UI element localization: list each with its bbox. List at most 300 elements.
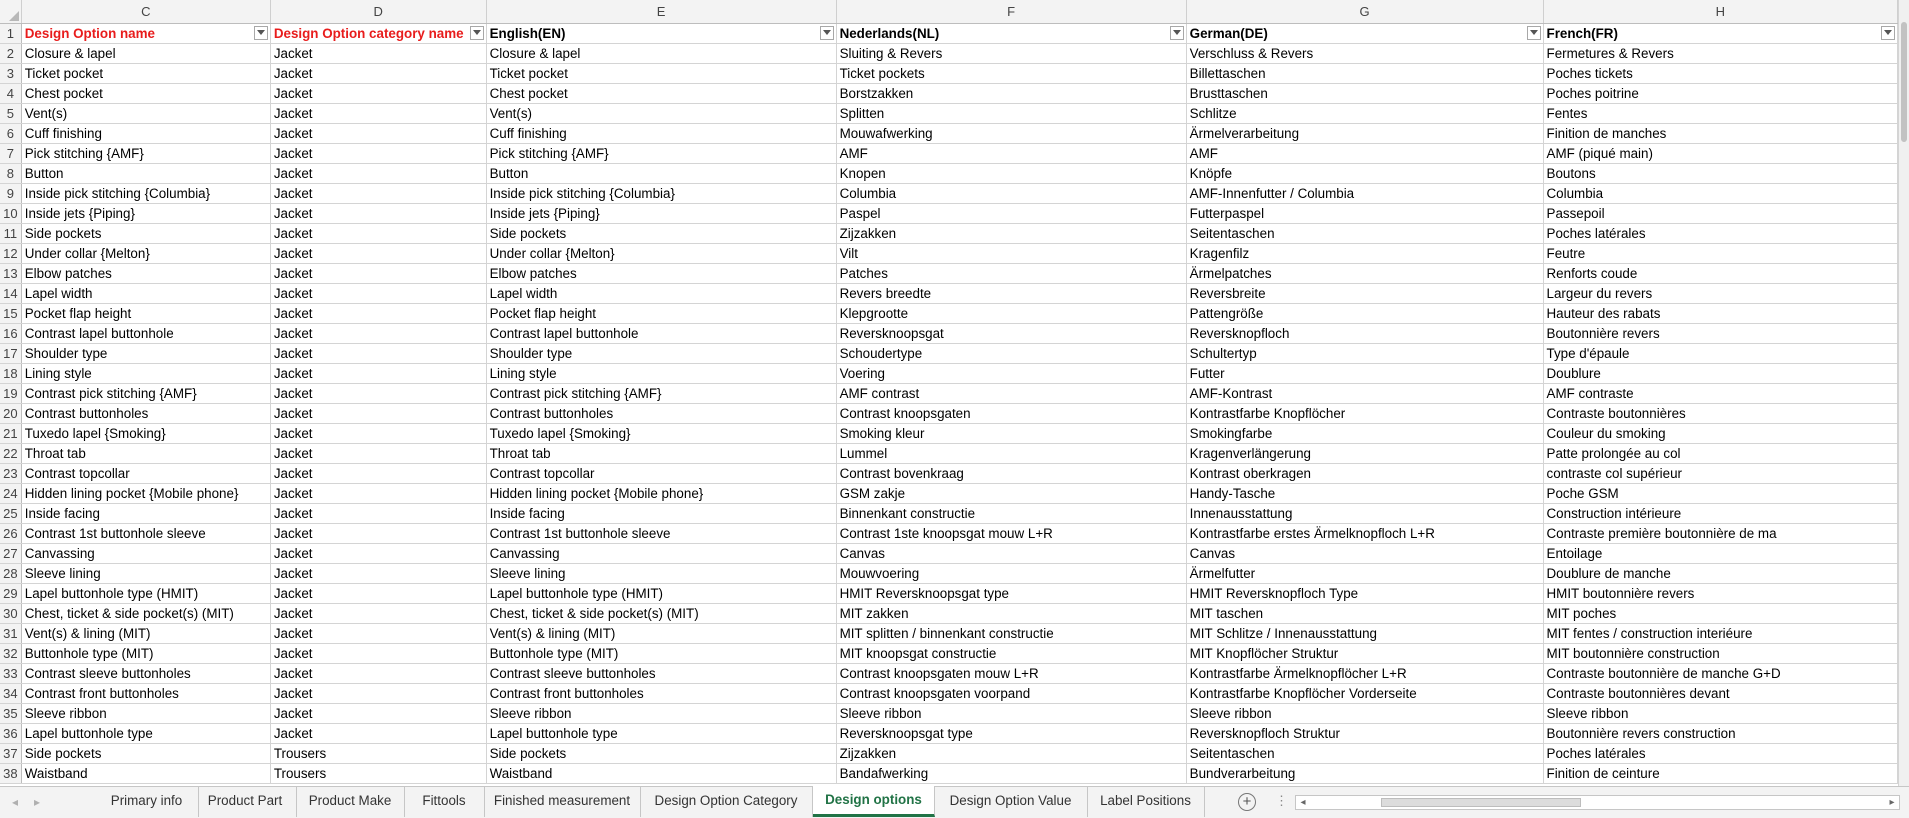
cell[interactable]: Jacket: [270, 543, 486, 563]
row-number[interactable]: 5: [0, 103, 21, 123]
cell[interactable]: Pocket flap height: [486, 303, 836, 323]
cell[interactable]: Kontrastfarbe erstes Ärmelknopfloch L+R: [1186, 523, 1543, 543]
cell[interactable]: Mouwafwerking: [836, 123, 1186, 143]
cell[interactable]: Klepgrootte: [836, 303, 1186, 323]
cell[interactable]: Kontrast oberkragen: [1186, 463, 1543, 483]
cell[interactable]: AMF-Kontrast: [1186, 383, 1543, 403]
cell[interactable]: Side pockets: [21, 223, 270, 243]
filter-dropdown-icon[interactable]: [470, 26, 484, 40]
cell[interactable]: Pick stitching {AMF}: [486, 143, 836, 163]
cell[interactable]: Largeur du revers: [1543, 283, 1897, 303]
cell[interactable]: GSM zakje: [836, 483, 1186, 503]
cell[interactable]: Closure & lapel: [21, 43, 270, 63]
cell[interactable]: Inside jets {Piping}: [486, 203, 836, 223]
row-number[interactable]: 8: [0, 163, 21, 183]
cell[interactable]: Buttonhole type (MIT): [21, 643, 270, 663]
cell[interactable]: Jacket: [270, 483, 486, 503]
row-number[interactable]: 10: [0, 203, 21, 223]
cell[interactable]: Contraste boutonnières: [1543, 403, 1897, 423]
cell[interactable]: Jacket: [270, 383, 486, 403]
cell[interactable]: Under collar {Melton}: [486, 243, 836, 263]
cell[interactable]: Side pockets: [21, 743, 270, 763]
row-number[interactable]: 38: [0, 763, 21, 783]
filter-dropdown-icon[interactable]: [1527, 26, 1541, 40]
cell[interactable]: Throat tab: [21, 443, 270, 463]
cell[interactable]: MIT knoopsgat constructie: [836, 643, 1186, 663]
cell[interactable]: Feutre: [1543, 243, 1897, 263]
cell[interactable]: Voering: [836, 363, 1186, 383]
cell[interactable]: Contraste boutonnières devant: [1543, 683, 1897, 703]
cell[interactable]: Finition de manches: [1543, 123, 1897, 143]
cell[interactable]: Vent(s): [21, 103, 270, 123]
cell[interactable]: Kontrastfarbe Ärmelknopflöcher L+R: [1186, 663, 1543, 683]
cell[interactable]: Reversknoopsgat type: [836, 723, 1186, 743]
column-header-c[interactable]: C: [21, 0, 270, 23]
cell[interactable]: Chest pocket: [486, 83, 836, 103]
cell[interactable]: Type d'épaule: [1543, 343, 1897, 363]
row-number[interactable]: 24: [0, 483, 21, 503]
cell[interactable]: Poches latérales: [1543, 223, 1897, 243]
cell[interactable]: MIT boutonnière construction: [1543, 643, 1897, 663]
cell[interactable]: Patte prolongée au col: [1543, 443, 1897, 463]
cell[interactable]: Jacket: [270, 323, 486, 343]
cell[interactable]: AMF contraste: [1543, 383, 1897, 403]
cell[interactable]: Mouwvoering: [836, 563, 1186, 583]
cell[interactable]: Lapel width: [21, 283, 270, 303]
cell[interactable]: Jacket: [270, 123, 486, 143]
cell[interactable]: Zijzakken: [836, 223, 1186, 243]
cell[interactable]: AMF contrast: [836, 383, 1186, 403]
cell[interactable]: AMF: [1186, 143, 1543, 163]
column-header-h[interactable]: H: [1543, 0, 1897, 23]
cell[interactable]: Lapel width: [486, 283, 836, 303]
cell[interactable]: HMIT Reversknoopsgat type: [836, 583, 1186, 603]
row-number[interactable]: 15: [0, 303, 21, 323]
row-number[interactable]: 13: [0, 263, 21, 283]
cell[interactable]: Fentes: [1543, 103, 1897, 123]
cell[interactable]: Kontrastfarbe Knopflöcher: [1186, 403, 1543, 423]
cell[interactable]: Couleur du smoking: [1543, 423, 1897, 443]
cell[interactable]: Lapel buttonhole type (HMIT): [21, 583, 270, 603]
cell[interactable]: Jacket: [270, 643, 486, 663]
tab-overflow-icon[interactable]: ⋮: [1275, 793, 1288, 808]
row-number[interactable]: 14: [0, 283, 21, 303]
cell[interactable]: Ticket pockets: [836, 63, 1186, 83]
cell[interactable]: Jacket: [270, 683, 486, 703]
cell[interactable]: Jacket: [270, 303, 486, 323]
column-header-d[interactable]: D: [270, 0, 486, 23]
cell[interactable]: Contrast 1st buttonhole sleeve: [486, 523, 836, 543]
row-number[interactable]: 36: [0, 723, 21, 743]
tab-scroll-left-icon[interactable]: ◂: [11, 795, 19, 809]
row-number[interactable]: 1: [0, 23, 21, 43]
horizontal-scroll-thumb[interactable]: [1381, 798, 1581, 807]
cell[interactable]: Sleeve ribbon: [21, 703, 270, 723]
cell[interactable]: Jacket: [270, 283, 486, 303]
cell[interactable]: Vent(s) & lining (MIT): [21, 623, 270, 643]
cell[interactable]: Tuxedo lapel {Smoking}: [21, 423, 270, 443]
cell[interactable]: Lummel: [836, 443, 1186, 463]
cell[interactable]: Sleeve lining: [21, 563, 270, 583]
row-number[interactable]: 33: [0, 663, 21, 683]
row-number[interactable]: 22: [0, 443, 21, 463]
cell[interactable]: Pocket flap height: [21, 303, 270, 323]
tab-scroll-right-icon[interactable]: ▸: [33, 795, 41, 809]
cell[interactable]: Lapel buttonhole type: [21, 723, 270, 743]
row-number[interactable]: 35: [0, 703, 21, 723]
table-row: [0, 103, 1898, 123]
cell[interactable]: Patches: [836, 263, 1186, 283]
row-number[interactable]: 23: [0, 463, 21, 483]
cell[interactable]: Poche GSM: [1543, 483, 1897, 503]
cell[interactable]: MIT fentes / construction interiéure: [1543, 623, 1897, 643]
cell[interactable]: Side pockets: [486, 743, 836, 763]
cell[interactable]: Jacket: [270, 723, 486, 743]
filter-dropdown-icon[interactable]: [254, 26, 268, 40]
row-number[interactable]: 32: [0, 643, 21, 663]
row-number[interactable]: 26: [0, 523, 21, 543]
cell[interactable]: Jacket: [270, 423, 486, 443]
cell[interactable]: Trousers: [270, 763, 486, 783]
cell[interactable]: Jacket: [270, 663, 486, 683]
header-cell[interactable]: [1186, 23, 1543, 43]
cell[interactable]: Cuff finishing: [486, 123, 836, 143]
filter-dropdown-icon[interactable]: [820, 26, 834, 40]
cell[interactable]: Elbow patches: [486, 263, 836, 283]
cell[interactable]: Verschluss & Revers: [1186, 43, 1543, 63]
scroll-left-icon[interactable]: ◂: [1300, 797, 1306, 808]
cell[interactable]: Seitentaschen: [1186, 743, 1543, 763]
cell[interactable]: Jacket: [270, 103, 486, 123]
cell[interactable]: Contrast front buttonholes: [21, 683, 270, 703]
cell[interactable]: Jacket: [270, 63, 486, 83]
cell[interactable]: Boutonnière revers construction: [1543, 723, 1897, 743]
cell[interactable]: Contrast lapel buttonhole: [486, 323, 836, 343]
cell[interactable]: Pick stitching {AMF}: [21, 143, 270, 163]
cell[interactable]: Contrast 1ste knoopsgat mouw L+R: [836, 523, 1186, 543]
cell[interactable]: Jacket: [270, 203, 486, 223]
row-number[interactable]: 25: [0, 503, 21, 523]
cell[interactable]: AMF-Innenfutter / Columbia: [1186, 183, 1543, 203]
cell[interactable]: Contrast lapel buttonhole: [21, 323, 270, 343]
cell[interactable]: MIT poches: [1543, 603, 1897, 623]
cell[interactable]: HMIT boutonnière revers: [1543, 583, 1897, 603]
cell[interactable]: Inside pick stitching {Columbia}: [21, 183, 270, 203]
cell[interactable]: Hauteur des rabats: [1543, 303, 1897, 323]
cell[interactable]: Contrast buttonholes: [21, 403, 270, 423]
cell[interactable]: Contraste boutonnière de manche G+D: [1543, 663, 1897, 683]
cell[interactable]: Billettaschen: [1186, 63, 1543, 83]
cell[interactable]: Contrast knoopsgaten mouw L+R: [836, 663, 1186, 683]
cell[interactable]: Boutonnière revers: [1543, 323, 1897, 343]
cell[interactable]: AMF: [836, 143, 1186, 163]
cell[interactable]: Ticket pocket: [486, 63, 836, 83]
cell[interactable]: Jacket: [270, 263, 486, 283]
cell[interactable]: Throat tab: [486, 443, 836, 463]
cell[interactable]: Handy-Tasche: [1186, 483, 1543, 503]
cell[interactable]: Shoulder type: [21, 343, 270, 363]
cell[interactable]: MIT Schlitze / Innenausstattung: [1186, 623, 1543, 643]
cell[interactable]: Smoking kleur: [836, 423, 1186, 443]
cell[interactable]: Chest, ticket & side pocket(s) (MIT): [21, 603, 270, 623]
cell[interactable]: Tuxedo lapel {Smoking}: [486, 423, 836, 443]
cell[interactable]: Seitentaschen: [1186, 223, 1543, 243]
sheet-tab[interactable]: Design Option Category: [640, 787, 813, 817]
cell[interactable]: Contrast buttonholes: [486, 403, 836, 423]
row-number[interactable]: 21: [0, 423, 21, 443]
cell[interactable]: Vent(s): [486, 103, 836, 123]
cell[interactable]: Binnenkant constructie: [836, 503, 1186, 523]
cell[interactable]: Renforts coude: [1543, 263, 1897, 283]
cell[interactable]: Jacket: [270, 623, 486, 643]
cell[interactable]: Jacket: [270, 43, 486, 63]
cell[interactable]: Elbow patches: [21, 263, 270, 283]
cell[interactable]: Jacket: [270, 443, 486, 463]
cell[interactable]: Sluiting & Revers: [836, 43, 1186, 63]
cell[interactable]: Kragenfilz: [1186, 243, 1543, 263]
filter-dropdown-icon[interactable]: [1170, 26, 1184, 40]
cell[interactable]: Futterpaspel: [1186, 203, 1543, 223]
column-header-f[interactable]: F: [836, 0, 1186, 23]
cell[interactable]: Waistband: [21, 763, 270, 783]
row-number[interactable]: 6: [0, 123, 21, 143]
cell[interactable]: Revers breedte: [836, 283, 1186, 303]
cell[interactable]: Paspel: [836, 203, 1186, 223]
cell[interactable]: Jacket: [270, 223, 486, 243]
cell[interactable]: Buttonhole type (MIT): [486, 643, 836, 663]
row-number[interactable]: 16: [0, 323, 21, 343]
cell[interactable]: Ärmelfutter: [1186, 563, 1543, 583]
cell[interactable]: Passepoil: [1543, 203, 1897, 223]
cell[interactable]: Jacket: [270, 163, 486, 183]
cell[interactable]: AMF (piqué main): [1543, 143, 1897, 163]
horizontal-scrollbar[interactable]: [1295, 795, 1900, 810]
cell[interactable]: Canvas: [1186, 543, 1543, 563]
cell[interactable]: MIT taschen: [1186, 603, 1543, 623]
cell[interactable]: Ärmelverarbeitung: [1186, 123, 1543, 143]
cell[interactable]: Trousers: [270, 743, 486, 763]
cell[interactable]: Jacket: [270, 363, 486, 383]
cell[interactable]: Jacket: [270, 583, 486, 603]
cell[interactable]: Canvassing: [21, 543, 270, 563]
cell[interactable]: Canvas: [836, 543, 1186, 563]
cell[interactable]: Futter: [1186, 363, 1543, 383]
cell[interactable]: Contrast knoopsgaten voorpand: [836, 683, 1186, 703]
cell[interactable]: Poches latérales: [1543, 743, 1897, 763]
cell[interactable]: MIT zakken: [836, 603, 1186, 623]
row-number[interactable]: 17: [0, 343, 21, 363]
header-cell[interactable]: [486, 23, 836, 43]
cell[interactable]: Vilt: [836, 243, 1186, 263]
cell[interactable]: Poches tickets: [1543, 63, 1897, 83]
cell[interactable]: Chest pocket: [21, 83, 270, 103]
cell[interactable]: Schlitze: [1186, 103, 1543, 123]
cell[interactable]: Lining style: [486, 363, 836, 383]
cell[interactable]: Contrast sleeve buttonholes: [21, 663, 270, 683]
cell[interactable]: Schultertyp: [1186, 343, 1543, 363]
row-number[interactable]: 12: [0, 243, 21, 263]
row-number[interactable]: 29: [0, 583, 21, 603]
cell[interactable]: Smokingfarbe: [1186, 423, 1543, 443]
scroll-right-icon[interactable]: ▸: [1889, 797, 1895, 808]
cell[interactable]: Fermetures & Revers: [1543, 43, 1897, 63]
cell[interactable]: Lining style: [21, 363, 270, 383]
cell[interactable]: Jacket: [270, 463, 486, 483]
cell[interactable]: Reversknopfloch: [1186, 323, 1543, 343]
cell[interactable]: Knöpfe: [1186, 163, 1543, 183]
sheet-tab[interactable]: Product Make: [296, 787, 405, 817]
column-header-g[interactable]: G: [1186, 0, 1543, 23]
cell[interactable]: Doublure: [1543, 363, 1897, 383]
cell[interactable]: Finition de ceinture: [1543, 763, 1897, 783]
row-number[interactable]: 2: [0, 43, 21, 63]
cell[interactable]: Poches poitrine: [1543, 83, 1897, 103]
cell[interactable]: Inside pick stitching {Columbia}: [486, 183, 836, 203]
cell[interactable]: Jacket: [270, 403, 486, 423]
cell[interactable]: Boutons: [1543, 163, 1897, 183]
cell[interactable]: Sleeve ribbon: [836, 703, 1186, 723]
row-number[interactable]: 28: [0, 563, 21, 583]
cell[interactable]: Schoudertype: [836, 343, 1186, 363]
cell[interactable]: Under collar {Melton}: [21, 243, 270, 263]
cell[interactable]: Side pockets: [486, 223, 836, 243]
cell[interactable]: Knopen: [836, 163, 1186, 183]
cell[interactable]: Sleeve ribbon: [1543, 703, 1897, 723]
cell[interactable]: Jacket: [270, 183, 486, 203]
cell[interactable]: Borstzakken: [836, 83, 1186, 103]
cell[interactable]: Jacket: [270, 503, 486, 523]
cell[interactable]: Splitten: [836, 103, 1186, 123]
row-number[interactable]: 30: [0, 603, 21, 623]
row-number[interactable]: 3: [0, 63, 21, 83]
sheet-tab[interactable]: Label Positions: [1087, 787, 1205, 817]
cell[interactable]: Cuff finishing: [21, 123, 270, 143]
sheet-tab[interactable]: Fittools: [404, 787, 485, 817]
cell[interactable]: Contrast sleeve buttonholes: [486, 663, 836, 683]
cell[interactable]: Reversknopfloch Struktur: [1186, 723, 1543, 743]
cell[interactable]: Hidden lining pocket {Mobile phone}: [21, 483, 270, 503]
vertical-scroll-thumb[interactable]: [1901, 22, 1907, 142]
cell[interactable]: Jacket: [270, 603, 486, 623]
cell[interactable]: Ticket pocket: [21, 63, 270, 83]
row-number[interactable]: 19: [0, 383, 21, 403]
cell[interactable]: Contrast pick stitching {AMF}: [486, 383, 836, 403]
cell[interactable]: Sleeve lining: [486, 563, 836, 583]
cell[interactable]: Ärmelpatches: [1186, 263, 1543, 283]
header-cell[interactable]: [836, 23, 1186, 43]
cell[interactable]: Waistband: [486, 763, 836, 783]
cell[interactable]: Innenausstattung: [1186, 503, 1543, 523]
cell[interactable]: Entoilage: [1543, 543, 1897, 563]
cell[interactable]: Closure & lapel: [486, 43, 836, 63]
column-header-e[interactable]: E: [486, 0, 836, 23]
row-number[interactable]: 9: [0, 183, 21, 203]
cell[interactable]: Construction intérieure: [1543, 503, 1897, 523]
vertical-scrollbar[interactable]: [1898, 0, 1909, 786]
row-number[interactable]: 37: [0, 743, 21, 763]
sheet-tab[interactable]: Finished measurement: [484, 787, 641, 817]
sheet-tab[interactable]: Product Part: [194, 787, 297, 817]
select-all-corner[interactable]: [0, 0, 21, 23]
cell[interactable]: Jacket: [270, 83, 486, 103]
cell[interactable]: Inside facing: [21, 503, 270, 523]
cell[interactable]: Jacket: [270, 703, 486, 723]
sheet-tab[interactable]: Design Option Value: [934, 787, 1088, 817]
cell[interactable]: Lapel buttonhole type (HMIT): [486, 583, 836, 603]
header-cell[interactable]: [1543, 23, 1897, 43]
cell[interactable]: Jacket: [270, 523, 486, 543]
row-number[interactable]: 20: [0, 403, 21, 423]
cell[interactable]: Bandafwerking: [836, 763, 1186, 783]
cell[interactable]: Contrast 1st buttonhole sleeve: [21, 523, 270, 543]
cell[interactable]: Inside facing: [486, 503, 836, 523]
cell[interactable]: Lapel buttonhole type: [486, 723, 836, 743]
cell[interactable]: Jacket: [270, 243, 486, 263]
cell[interactable]: Pattengröße: [1186, 303, 1543, 323]
cell[interactable]: Jacket: [270, 563, 486, 583]
row-number[interactable]: 7: [0, 143, 21, 163]
cell[interactable]: Contrast pick stitching {AMF}: [21, 383, 270, 403]
header-cell[interactable]: [21, 23, 270, 43]
cell[interactable]: Zijzakken: [836, 743, 1186, 763]
cell[interactable]: MIT Knopflöcher Struktur: [1186, 643, 1543, 663]
row-number[interactable]: 4: [0, 83, 21, 103]
cell[interactable]: Doublure de manche: [1543, 563, 1897, 583]
row-number[interactable]: 34: [0, 683, 21, 703]
header-cell[interactable]: [270, 23, 486, 43]
cell[interactable]: Contrast topcollar: [21, 463, 270, 483]
cell[interactable]: Sleeve ribbon: [1186, 703, 1543, 723]
cell[interactable]: Jacket: [270, 143, 486, 163]
add-sheet-icon[interactable]: +: [1238, 793, 1256, 811]
cell[interactable]: Button: [486, 163, 836, 183]
cell[interactable]: Shoulder type: [486, 343, 836, 363]
cell[interactable]: Sleeve ribbon: [486, 703, 836, 723]
cell[interactable]: HMIT Reversknopfloch Type: [1186, 583, 1543, 603]
cell[interactable]: Kragenverlängerung: [1186, 443, 1543, 463]
row-number[interactable]: 27: [0, 543, 21, 563]
sheet-tab[interactable]: Design options: [813, 786, 935, 817]
cell[interactable]: Chest, ticket & side pocket(s) (MIT): [486, 603, 836, 623]
cell[interactable]: Contrast front buttonholes: [486, 683, 836, 703]
cell[interactable]: Reversknoopsgat: [836, 323, 1186, 343]
cell[interactable]: Reversbreite: [1186, 283, 1543, 303]
cell[interactable]: Jacket: [270, 343, 486, 363]
row-number[interactable]: 18: [0, 363, 21, 383]
cell[interactable]: Contrast knoopsgaten: [836, 403, 1186, 423]
cell[interactable]: Canvassing: [486, 543, 836, 563]
cell[interactable]: Kontrastfarbe Knopflöcher Vorderseite: [1186, 683, 1543, 703]
cell[interactable]: Vent(s) & lining (MIT): [486, 623, 836, 643]
cell[interactable]: contraste col supérieur: [1543, 463, 1897, 483]
row-number[interactable]: 11: [0, 223, 21, 243]
table-row: [0, 543, 1898, 563]
filter-dropdown-icon[interactable]: [1881, 26, 1895, 40]
cell[interactable]: Columbia: [1543, 183, 1897, 203]
cell[interactable]: Contrast topcollar: [486, 463, 836, 483]
cell[interactable]: Inside jets {Piping}: [21, 203, 270, 223]
cell[interactable]: Brusttaschen: [1186, 83, 1543, 103]
cell[interactable]: Button: [21, 163, 270, 183]
cell[interactable]: Bundverarbeitung: [1186, 763, 1543, 783]
cell[interactable]: Contraste première boutonnière de ma: [1543, 523, 1897, 543]
cell[interactable]: MIT splitten / binnenkant constructie: [836, 623, 1186, 643]
sheet-tab[interactable]: Primary info: [95, 787, 199, 817]
cell[interactable]: Hidden lining pocket {Mobile phone}: [486, 483, 836, 503]
row-number[interactable]: 31: [0, 623, 21, 643]
cell[interactable]: Columbia: [836, 183, 1186, 203]
cell[interactable]: Contrast bovenkraag: [836, 463, 1186, 483]
